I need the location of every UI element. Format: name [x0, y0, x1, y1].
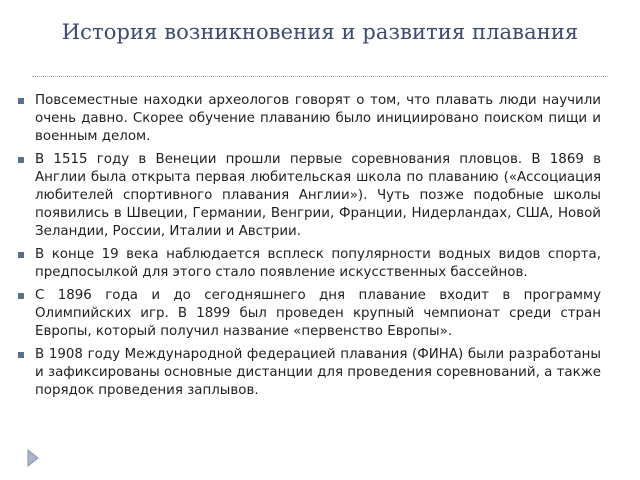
bullet-text: В 1908 году Международной федерацией плавания (ФИНА) были разработаны и зафиксированы основные дистанции для проведения соревнований, а также порядок проведения заплывов. [35, 347, 601, 398]
bullet-item [18, 346, 601, 400]
square-bullet-icon [18, 352, 24, 358]
title-divider [32, 76, 608, 77]
square-bullet-icon [18, 252, 24, 258]
bullet-item [18, 246, 601, 282]
bullet-item [18, 92, 601, 146]
bullet-item [18, 151, 601, 241]
slide-title: История возникновения и развития плавания [61, 20, 579, 44]
bullet-text: С 1896 года и до сегодняшнего дня плавание входит в программу Олимпийских игр. В 1899 был проведен крупный чемпионат среди стран Европы, который получил название «первенство Европы». [35, 288, 601, 339]
bullet-list [18, 92, 601, 405]
bullet-text: Повсеместные находки археологов говорят о том, что плавать люди научили очень давно. Скорее обучение плаванию было инициировано поиском пищи и военным делом. [35, 93, 601, 144]
slide-nav-arrow-icon[interactable] [27, 449, 39, 467]
bullet-text: В 1515 году в Венеции прошли первые соревнования пловцов. В 1869 в Англии была открыта первая любительская школа по плаванию («Ассоциация любителей спортивного плавания Англии»). Чуть позже подобные школы появились в Швеции, Германии, Венгрии, Франции, Нидерландах, США, Новой Зеландии, России, Италии и Австрии. [35, 152, 601, 239]
square-bullet-icon [18, 293, 24, 299]
bullet-text: В конце 19 века наблюдается всплеск популярности водных видов спорта, предпосылкой для этого стало появление искусственных бассейнов. [35, 247, 601, 280]
bullet-item [18, 287, 601, 341]
square-bullet-icon [18, 157, 24, 163]
square-bullet-icon [18, 98, 24, 104]
